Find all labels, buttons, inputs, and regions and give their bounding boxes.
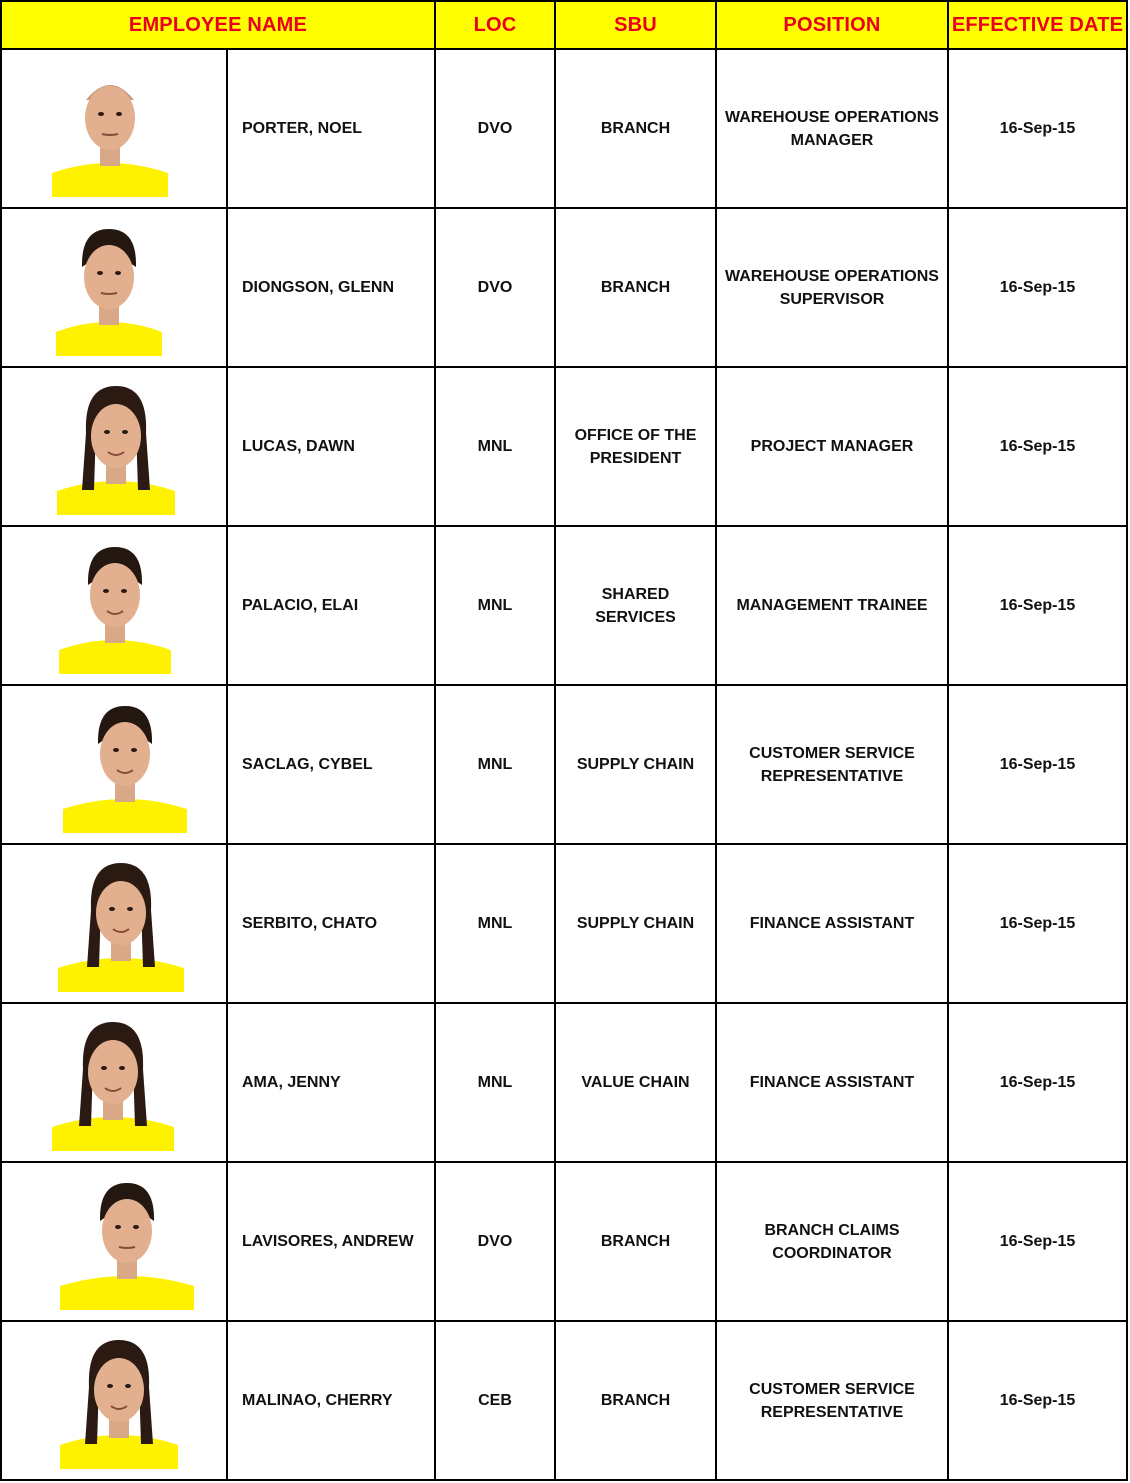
employee-position: FINANCE ASSISTANT [716,1003,948,1162]
employee-photo [57,378,175,515]
employee-name: LAVISORES, ANDREW [227,1162,435,1321]
employee-position: FINANCE ASSISTANT [716,844,948,1003]
photo-cell [1,49,227,208]
effective-date: 16-Sep-15 [948,49,1127,208]
employee-sbu: SUPPLY CHAIN [555,844,716,1003]
employee-sbu: BRANCH [555,1321,716,1480]
employee-position: CUSTOMER SERVICE REPRESENTATIVE [716,1321,948,1480]
photo-cell [1,367,227,526]
employee-sbu: BRANCH [555,49,716,208]
photo-cell [1,1321,227,1480]
header-row [1,1,1127,49]
effective-date: 16-Sep-15 [948,844,1127,1003]
employee-loc: MNL [435,844,555,1003]
employee-name: SERBITO, CHATO [227,844,435,1003]
employee-photo [60,1332,178,1469]
photo-cell [1,1162,227,1321]
employee-name: LUCAS, DAWN [227,367,435,526]
employee-photo [58,855,184,992]
employee-sbu: OFFICE OF THE PRESIDENT [555,367,716,526]
effective-date: 16-Sep-15 [948,1162,1127,1321]
header-effective-date: EFFECTIVE DATE [948,1,1127,49]
table-row [1,49,1127,208]
employee-photo [60,1173,194,1310]
employee-sbu: SUPPLY CHAIN [555,685,716,844]
employee-loc: MNL [435,526,555,685]
photo-cell [1,844,227,1003]
employee-loc: MNL [435,367,555,526]
employee-sbu: BRANCH [555,1162,716,1321]
employee-photo [52,60,168,197]
employee-loc: DVO [435,49,555,208]
table-row [1,1162,1127,1321]
employee-position: WAREHOUSE OPERATIONS MANAGER [716,49,948,208]
effective-date: 16-Sep-15 [948,685,1127,844]
employee-loc: DVO [435,208,555,367]
effective-date: 16-Sep-15 [948,526,1127,685]
employee-sbu: SHARED SERVICES [555,526,716,685]
effective-date: 16-Sep-15 [948,367,1127,526]
employee-photo [52,1014,174,1151]
effective-date: 16-Sep-15 [948,1003,1127,1162]
header-position: POSITION [716,1,948,49]
employee-name: DIONGSON, GLENN [227,208,435,367]
table-row [1,367,1127,526]
employee-name: PORTER, NOEL [227,49,435,208]
employee-photo [59,537,171,674]
employee-sbu: VALUE CHAIN [555,1003,716,1162]
employee-position: BRANCH CLAIMS COORDINATOR [716,1162,948,1321]
header-employee-name: EMPLOYEE NAME [1,1,435,49]
effective-date: 16-Sep-15 [948,208,1127,367]
employee-position: PROJECT MANAGER [716,367,948,526]
header-sbu: SBU [555,1,716,49]
employee-loc: MNL [435,1003,555,1162]
employee-name: MALINAO, CHERRY [227,1321,435,1480]
employee-photo [56,219,162,356]
employee-photo [63,696,187,833]
table-row [1,685,1127,844]
employee-loc: MNL [435,685,555,844]
employee-name: SACLAG, CYBEL [227,685,435,844]
table-row [1,844,1127,1003]
employee-name: PALACIO, ELAI [227,526,435,685]
employee-loc: DVO [435,1162,555,1321]
header-loc: LOC [435,1,555,49]
employee-sbu: BRANCH [555,208,716,367]
effective-date: 16-Sep-15 [948,1321,1127,1480]
photo-cell [1,526,227,685]
employee-position: CUSTOMER SERVICE REPRESENTATIVE [716,685,948,844]
table-row [1,208,1127,367]
photo-cell [1,1003,227,1162]
employee-position: MANAGEMENT TRAINEE [716,526,948,685]
photo-cell [1,208,227,367]
table-row [1,1321,1127,1480]
employee-name: AMA, JENNY [227,1003,435,1162]
employee-position: WAREHOUSE OPERATIONS SUPERVISOR [716,208,948,367]
employee-loc: CEB [435,1321,555,1480]
table-row [1,1003,1127,1162]
photo-cell [1,685,227,844]
table-row [1,526,1127,685]
